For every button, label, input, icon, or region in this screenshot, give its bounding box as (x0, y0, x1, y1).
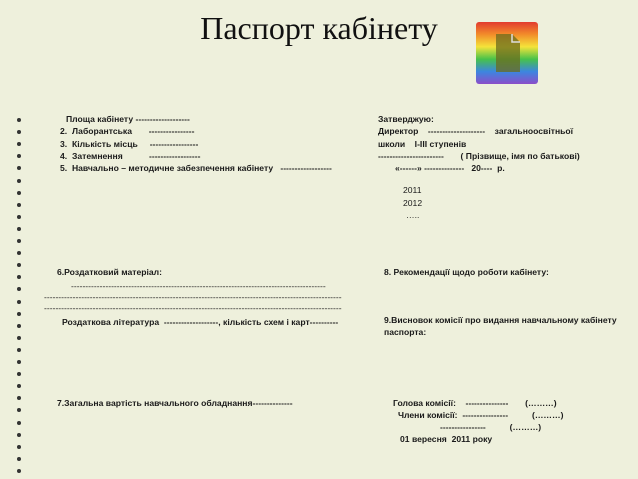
bullet-point (17, 215, 21, 219)
dimming-field: 4. Затемнення ------------------ (60, 151, 201, 161)
bullet-point (17, 191, 21, 195)
bullet-point (17, 118, 21, 122)
bullet-point (17, 227, 21, 231)
commission-member-2-field: ---------------- (………) (440, 422, 542, 432)
school-label: школи І-ІІІ ступенів (378, 139, 467, 149)
lab-field: 2. Лаборантська ---------------- (60, 126, 195, 136)
approve-label: Затверджую: (378, 114, 434, 124)
year-more: ….. (406, 210, 420, 220)
bullet-point (17, 469, 21, 473)
bullet-point (17, 457, 21, 461)
bullet-point (17, 312, 21, 316)
signing-date: 01 вересня 2011 року (400, 434, 493, 444)
equipment-cost-field: 7.Загальна вартість навчального обладнання-------------- (57, 398, 293, 408)
bullet-point (17, 263, 21, 267)
bullet-point (17, 179, 21, 183)
approval-date-field: «------» -------------- 20---- р. (395, 163, 505, 173)
handout-heading: 6.Роздатковий матеріал: (57, 267, 162, 277)
bullet-point (17, 287, 21, 291)
bullet-point (17, 421, 21, 425)
bullet-point (17, 130, 21, 134)
bullet-point (17, 142, 21, 146)
year-2011: 2011 (403, 185, 422, 195)
bullet-point (17, 396, 21, 400)
handout-line-3: -------------------------------------------------------------------------------------------------------- (44, 303, 342, 313)
page-title: Паспорт кабінету (200, 10, 438, 46)
bullet-point (17, 154, 21, 158)
year-2012: 2012 (403, 198, 423, 208)
bullet-point (17, 324, 21, 328)
bullet-point (17, 360, 21, 364)
commission-members-field: Члени комісії: ---------------- (………) (398, 410, 564, 420)
commission-head-field: Голова комісії: --------------- (………) (393, 398, 557, 408)
bullet-point (17, 372, 21, 376)
bullet-point (17, 300, 21, 304)
name-field: ----------------------- ( Прізвище, імя по батькові) (378, 151, 580, 161)
bullet-point (17, 445, 21, 449)
bullet-point (17, 275, 21, 279)
director-field: Директор -------------------- загальноосвітньої (378, 126, 574, 136)
document-icon (476, 22, 538, 84)
bullet-point (17, 166, 21, 170)
recommendations-heading: 8. Рекомендації щодо роботи кабінету: (384, 267, 549, 277)
commission-conclusion-1: 9.Висновок комісії про видання навчальному кабінету (384, 315, 617, 325)
commission-conclusion-2: паспорта: (384, 327, 427, 337)
bullet-point (17, 336, 21, 340)
handout-line-2: -------------------------------------------------------------------------------------------------------- (44, 292, 342, 302)
support-field: 5. Навчально – методичне забезпечення кабінету ------------------ (60, 163, 332, 173)
seats-field: 3. Кількість місць ----------------- (60, 139, 199, 149)
bullet-point (17, 251, 21, 255)
bullet-point (17, 433, 21, 437)
literature-field: Роздаткова література -------------------, кількість схем і карт---------- (62, 317, 339, 327)
handout-line-1: ----------------------------------------------------------------------------------------- (71, 281, 326, 291)
bullet-point (17, 384, 21, 388)
area-field: Площа кабінету ------------------- (66, 114, 190, 124)
bullet-point (17, 348, 21, 352)
bullet-point (17, 203, 21, 207)
bullet-point (17, 239, 21, 243)
bullet-point (17, 408, 21, 412)
